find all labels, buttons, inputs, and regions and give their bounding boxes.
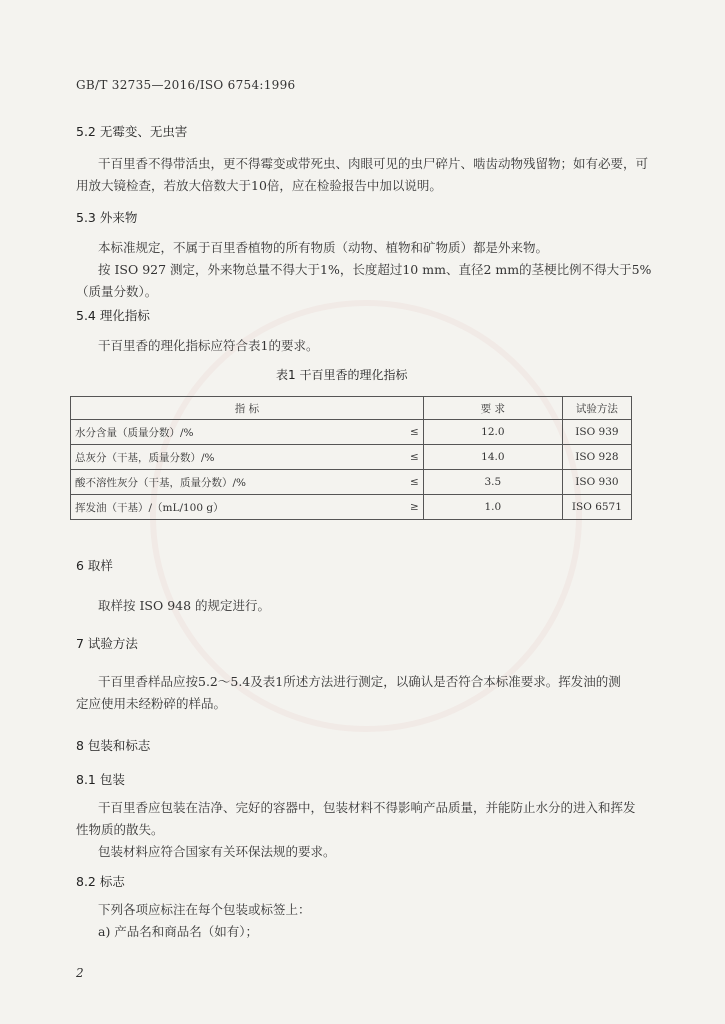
para-7-line2: 定应使用未经粉碎的样品。 xyxy=(76,696,227,711)
heading-6: 6 取样 xyxy=(76,558,113,573)
table-row xyxy=(71,420,632,445)
row-method: ISO 928 xyxy=(562,445,631,470)
col-header-indicator: 指 标 xyxy=(71,397,424,420)
para-5-3-line1: 本标准规定，不属于百里香植物的所有物质（动物、植物和矿物质）都是外来物。 xyxy=(98,240,549,255)
para-8-1-line2: 性物质的散失。 xyxy=(76,822,164,837)
table-header-row xyxy=(71,397,632,420)
row-name: 酸不溶性灰分（干基，质量分数）/% xyxy=(71,470,397,495)
table-caption: 表1 干百里香的理化指标 xyxy=(276,368,408,382)
para-7-line1: 干百里香样品应按5.2～5.4及表1所述方法进行测定，以确认是否符合本标准要求。挥发油的测 xyxy=(98,674,621,689)
para-8-2-item-a: a) 产品名和商品名（如有）； xyxy=(98,924,259,939)
para-5-2-line1: 干百里香不得带活虫，更不得霉变或带死虫、肉眼可见的虫尸碎片、啮齿动物残留物；如有必要，可 xyxy=(98,156,649,171)
para-5-3-line2: 按 ISO 927 测定，外来物总量不得大于1%，长度超过10 mm、直径2 mm的茎梗比例不得大于5% xyxy=(98,262,652,277)
row-method: ISO 939 xyxy=(562,420,631,445)
para-5-4-line1: 干百里香的理化指标应符合表1的要求。 xyxy=(98,338,319,353)
para-5-2-line2: 用放大镜检查，若放大倍数大于10倍，应在检验报告中加以说明。 xyxy=(76,178,442,193)
heading-5-3: 5.3 外来物 xyxy=(76,210,138,225)
heading-8: 8 包装和标志 xyxy=(76,738,151,753)
row-symbol: ≤ xyxy=(397,420,424,445)
standard-code-header: GB/T 32735—2016/ISO 6754:1996 xyxy=(76,78,296,92)
row-symbol: ≤ xyxy=(397,470,424,495)
heading-8-2: 8.2 标志 xyxy=(76,874,125,889)
row-symbol: ≥ xyxy=(397,495,424,520)
para-6-line1: 取样按 ISO 948 的规定进行。 xyxy=(98,598,271,613)
row-symbol: ≤ xyxy=(397,445,424,470)
row-method: ISO 6571 xyxy=(562,495,631,520)
physicochemical-table xyxy=(70,396,632,520)
para-5-3-line3: （质量分数）。 xyxy=(76,284,158,299)
row-name: 挥发油（干基）/（mL/100 g） xyxy=(71,495,397,520)
para-8-1-line3: 包装材料应符合国家有关环保法规的要求。 xyxy=(98,844,336,859)
row-method: ISO 930 xyxy=(562,470,631,495)
table-row xyxy=(71,445,632,470)
col-header-method: 试验方法 xyxy=(562,397,631,420)
row-requirement: 12.0 xyxy=(423,420,562,445)
para-8-2-line1: 下列各项应标注在每个包装或标签上： xyxy=(98,902,311,917)
row-name: 总灰分（干基，质量分数）/% xyxy=(71,445,397,470)
row-name: 水分含量（质量分数）/% xyxy=(71,420,397,445)
heading-5-4: 5.4 理化指标 xyxy=(76,308,150,323)
row-requirement: 1.0 xyxy=(423,495,562,520)
row-requirement: 3.5 xyxy=(423,470,562,495)
table-row xyxy=(71,495,632,520)
col-header-requirement: 要 求 xyxy=(423,397,562,420)
heading-5-2: 5.2 无霉变、无虫害 xyxy=(76,124,188,139)
row-requirement: 14.0 xyxy=(423,445,562,470)
para-8-1-line1: 干百里香应包装在洁净、完好的容器中，包装材料不得影响产品质量，并能防止水分的进入和挥发 xyxy=(98,800,636,815)
page-number: 2 xyxy=(76,966,84,980)
heading-7: 7 试验方法 xyxy=(76,636,138,651)
heading-8-1: 8.1 包装 xyxy=(76,772,125,787)
table-row xyxy=(71,470,632,495)
